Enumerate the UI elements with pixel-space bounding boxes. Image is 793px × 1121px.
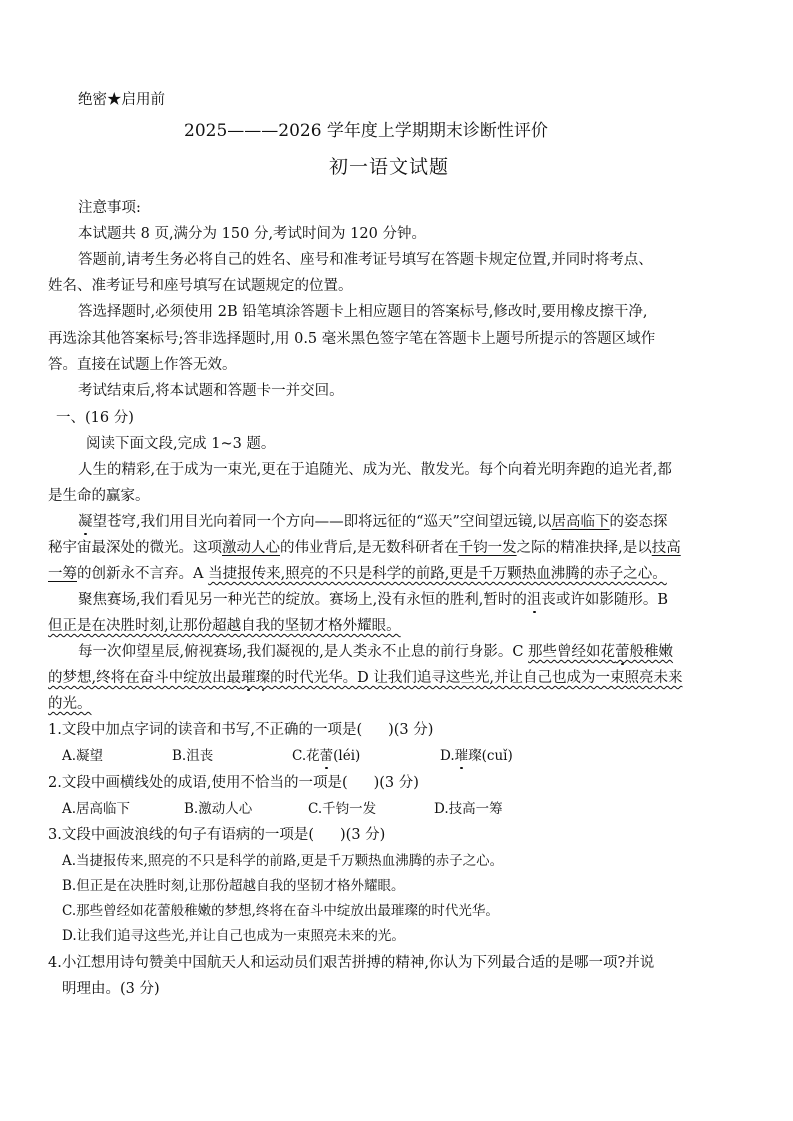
option-a[interactable]: A.当捷报传来,照亮的不只是科学的前路,更是千万颗热血沸腾的赤子之心。 (62, 853, 504, 869)
notice-line: 考试结束后,将本试题和答题卡一并交回。 (78, 383, 344, 399)
passage-text: 秘宇宙最深处的微光。这项 (48, 540, 222, 556)
option-c[interactable]: C.千钧一发 (308, 801, 377, 817)
passage-text: 丧或许如影随形。B (541, 592, 668, 608)
section-heading: 一、(16 分) (56, 410, 134, 426)
section-instruction: 阅读下面文段,完成 1~3 题。 (86, 436, 276, 452)
passage-text: 每一次仰望星辰,俯视赛场,我们凝视的,是人类永不止息的前行身影。C (78, 644, 529, 660)
option-a[interactable]: A.凝望 (62, 748, 104, 764)
question-text: 1.文段中加点字词的读音和书写,不正确的一项是( (48, 722, 363, 738)
option-text: 璨(cuǐ) (468, 748, 513, 764)
dotted-char: 璀 (454, 748, 469, 764)
passage-line (48, 566, 667, 583)
option-text: (léi) (333, 748, 361, 764)
question-4-stem: 4.小江想用诗句赞美中国航天人和运动员们艰苦拼搏的精神,你认为下列最合适的是哪一项?并说 (48, 955, 655, 971)
passage-line (78, 514, 668, 531)
underlined-idiom: 居高临下 (551, 514, 610, 530)
wavy-sentence-d: 的时代光华。D 让我们追寻这些光,并让自己也成为一束照亮未来 (270, 670, 683, 686)
wavy-sentence-b: 但正是在决胜时刻,让那份超越自我的坚韧才格外耀眼。 (48, 618, 401, 634)
passage-text: 聚焦赛场,我们看见另一种光芒的绽放。赛场上,没有永恒的胜利,暂时的 (78, 592, 527, 608)
wavy-sentence-d: 的光。 (48, 696, 92, 712)
passage-text: 的创新永不言弃。A (77, 566, 209, 582)
question-2-stem (48, 775, 419, 792)
option-a[interactable]: A.居高临下 (62, 801, 131, 817)
notice-line: 本试题共 8 页,满分为 150 分,考试时间为 120 分钟。 (78, 226, 426, 242)
option-text: C.花 (292, 748, 320, 764)
wavy-sentence-c: 般稚嫩 (629, 644, 674, 660)
passage-line: 人生的精彩,在于成为一束光,更在于追随光、成为光、散发光。每个向着光明奔跑的追光者,都 (78, 462, 672, 478)
wavy-sentence-c: 那些曾经如花 (528, 644, 616, 660)
option-d[interactable]: D.技高一筹 (434, 801, 503, 817)
option-text: D. (440, 748, 455, 764)
question-1-options (62, 748, 513, 764)
dotted-char: 凝 (78, 514, 93, 530)
notice-line: 答题前,请考生务必将自己的姓名、座号和准考证号填写在答题卡规定位置,并同时将考点、 (78, 252, 653, 268)
question-score: )(3 分) (373, 775, 419, 791)
passage-line (78, 644, 673, 661)
option-d[interactable]: D.让我们追寻这些光,并让自己也成为一束照亮未来的光。 (62, 928, 405, 944)
notice-line: 答选择题时,必须使用 2B 铅笔填涂答题卡上相应题目的答案标号,修改时,要用橡皮擦干净, (78, 304, 648, 320)
option-c[interactable]: C.那些曾经如花蕾般稚嫩的梦想,终将在奋斗中绽放出最璀璨的时代光华。 (62, 903, 499, 919)
notice-line: 再选涂其他答案标号;答非选择题时,用 0.5 毫米黑色签字笔在答题卡上题号所提示的答题区域作 (48, 331, 656, 347)
option-d[interactable] (440, 748, 513, 764)
notice-line: 姓名、准考证号和座号填写在试题规定的位置。 (48, 278, 353, 294)
dotted-char: 璀 (241, 670, 256, 686)
question-text: 3.文段中画波浪线的句子有语病的一项是( (48, 827, 314, 843)
dotted-char: 沮 (526, 592, 542, 608)
question-4-stem-cont: 明理由。(3 分) (62, 981, 160, 997)
passage-text: 的姿态探 (609, 514, 668, 530)
question-1-stem (48, 722, 433, 739)
passage-text: 望苍穹,我们用目光向着同一个方向——即将远征的“巡天”空间望远镜,以 (92, 514, 552, 530)
option-b[interactable]: B.激动人心 (184, 801, 253, 817)
underlined-idiom: 技高 (651, 540, 681, 556)
question-2-options (62, 801, 503, 817)
underlined-idiom: 激动人心 (222, 540, 280, 556)
option-c[interactable] (292, 748, 440, 764)
passage-line (48, 670, 682, 687)
page-subtitle: 初一语文试题 (329, 156, 450, 178)
secret-label: 绝密★启用前 (78, 92, 165, 108)
question-3-stem (48, 827, 385, 844)
passage-line (48, 618, 401, 635)
option-b[interactable]: B.沮丧 (172, 748, 214, 764)
passage-text: 的伟业背后,是无数科研者在 (280, 540, 459, 556)
passage-line (78, 592, 668, 609)
question-score: )(3 分) (340, 827, 386, 843)
notice-line: 答。直接在试题上作答无效。 (48, 357, 237, 373)
underlined-idiom: 一筹 (48, 566, 77, 582)
passage-text: 之际的精准抉择,是以 (516, 540, 652, 556)
option-b[interactable]: B.但正是在决胜时刻,让那份超越自我的坚韧才格外耀眼。 (62, 878, 405, 894)
dotted-char: 蕾 (615, 644, 630, 660)
wavy-sentence-c: 的梦想,终将在奋斗中绽放出最 (48, 670, 242, 686)
page-title: 2025———2026 学年度上学期期末诊断性评价 (184, 121, 548, 141)
notice-heading: 注意事项: (78, 200, 141, 216)
passage-line: 是生命的赢家。 (48, 488, 150, 504)
dotted-char: 蕾 (319, 748, 334, 764)
underlined-idiom: 千钧一发 (458, 540, 517, 556)
dotted-char: 璨 (255, 670, 271, 686)
question-text: 2.文段中画横线处的成语,使用不恰当的一项是( (48, 775, 348, 791)
passage-line (48, 696, 92, 713)
question-score: )(3 分) (388, 722, 434, 738)
passage-line (48, 540, 681, 557)
wavy-sentence-a: 当捷报传来,照亮的不只是科学的前路,更是千万颗热血沸腾的赤子之心。 (208, 566, 667, 582)
